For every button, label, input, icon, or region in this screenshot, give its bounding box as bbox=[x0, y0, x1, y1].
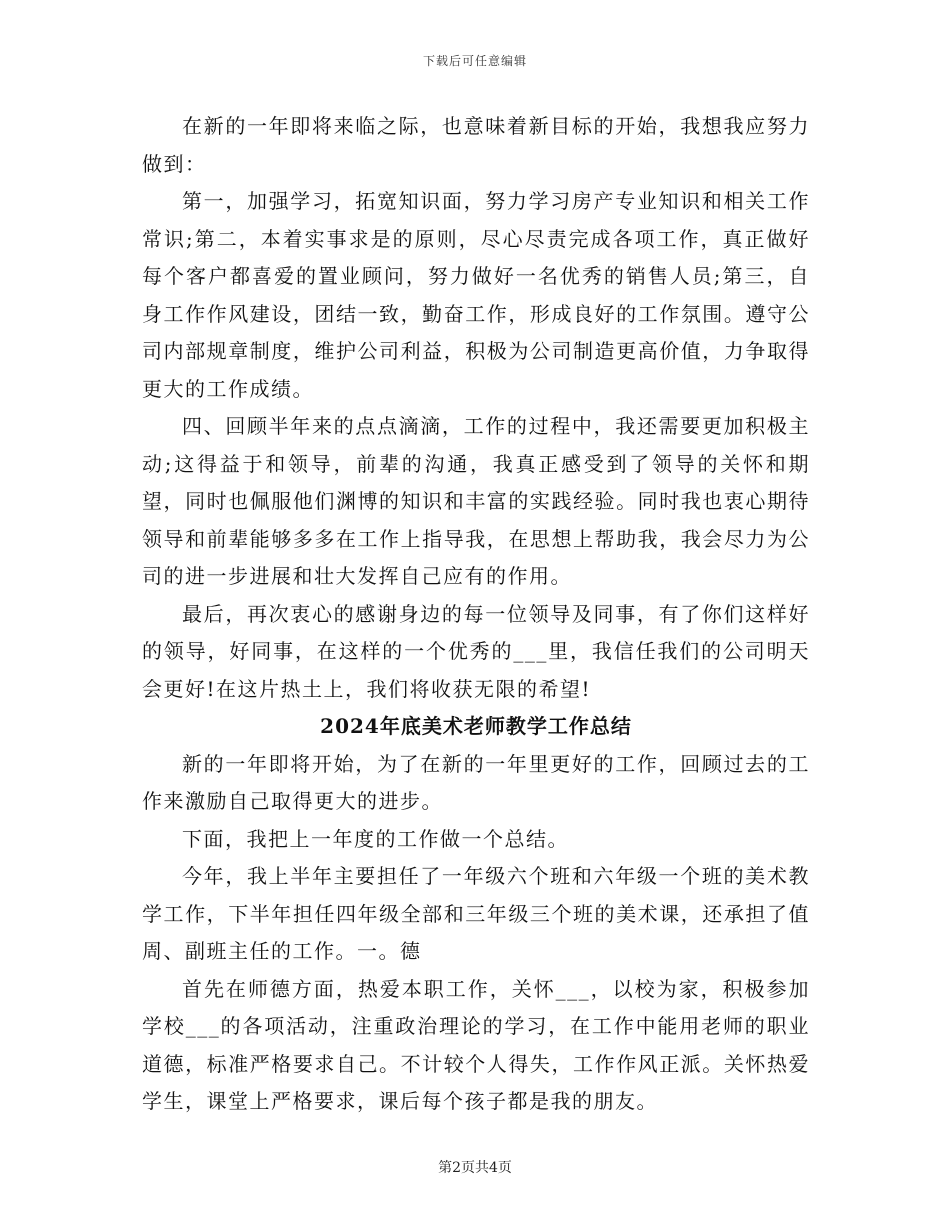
paragraph: 新的一年即将开始，为了在新的一年里更好的工作，回顾过去的工作来激励自己取得更大的进步。 bbox=[142, 751, 810, 813]
page-header: 下载后可任意编辑 bbox=[422, 54, 527, 68]
section-title: 2024年底美术老师教学工作总结 bbox=[320, 714, 632, 738]
paragraph: 首先在师德方面，热爱本职工作，关怀___，以校为家，积极参加学校___的各项活动，注重政治理论的学习，在工作中能用老师的职业道德，标准严格要求自己。不计较个人得失，工作作风正派。关怀热爱学生，课堂上严格要求，课后每个孩子都是我的朋友。 bbox=[142, 976, 810, 1113]
document-body bbox=[142, 108, 810, 1121]
page-footer: 第2页共4页 bbox=[438, 1160, 512, 1176]
paragraph: 今年，我上半年主要担任了一年级六个班和六年级一个班的美术教学工作，下半年担任四年级全部和三年级三个班的美术课，还承担了值周、副班主任的工作。一。德 bbox=[142, 864, 810, 963]
paragraph: 第一，加强学习，拓宽知识面，努力学习房产专业知识和相关工作常识;第二，本着实事求是的原则，尽心尽责完成各项工作，真正做好每个客户都喜爱的置业顾问，努力做好一名优秀的销售人员;第三，自身工作作风建设，团结一致，勤奋工作，形成良好的工作氛围。遵守公司内部规章制度，维护公司利益，积极为公司制造更高价值，力争取得更大的工作成绩。 bbox=[142, 189, 810, 401]
paragraph: 四、回顾半年来的点点滴滴，工作的过程中，我还需要更加积极主动;这得益于和领导，前辈的沟通，我真正感受到了领导的关怀和期望，同时也佩服他们渊博的知识和丰富的实践经验。同时我也衷心期待领导和前辈能够多多在工作上指导我，在思想上帮助我，我会尽力为公司的进一步进展和壮大发挥自己应有的作用。 bbox=[142, 414, 810, 588]
paragraph: 在新的一年即将来临之际，也意味着新目标的开始，我想我应努力做到： bbox=[142, 114, 810, 176]
paragraph: 最后，再次衷心的感谢身边的每一位领导及同事，有了你们这样好的领导，好同事，在这样的一个优秀的___里，我信任我们的公司明天会更好!在这片热土上，我们将收获无限的希望! bbox=[142, 601, 810, 701]
paragraph: 下面，我把上一年度的工作做一个总结。 bbox=[182, 826, 569, 851]
